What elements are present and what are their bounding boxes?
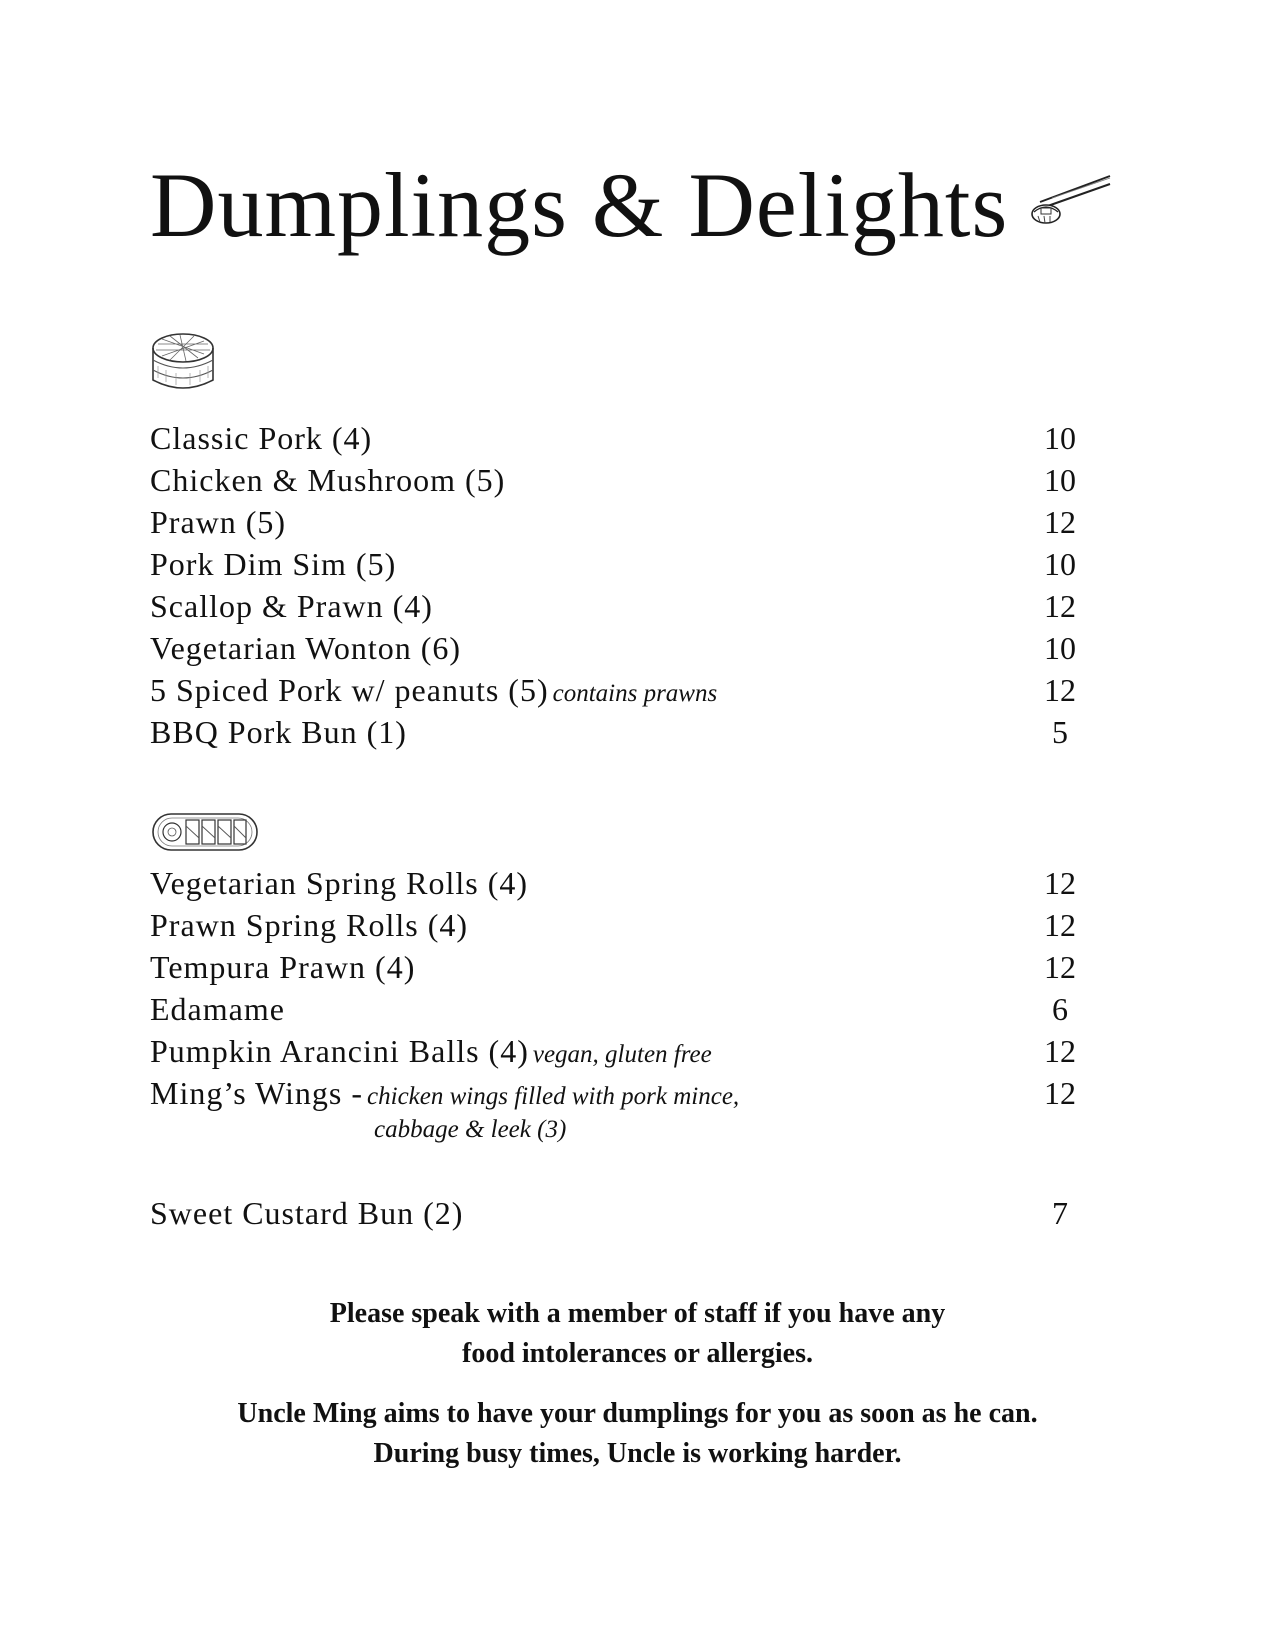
item-name: Pork Dim Sim (5) (150, 546, 397, 582)
bamboo-steamer-icon (150, 330, 216, 396)
menu-item (150, 417, 1090, 459)
dumplings-list (150, 417, 1090, 753)
item-price: 12 (1044, 865, 1076, 901)
item-name: BBQ Pork Bun (1) (150, 714, 407, 750)
spring-rolls-plate-icon (150, 808, 260, 856)
item-name: Chicken & Mushroom (5) (150, 462, 506, 498)
menu-item (150, 501, 1090, 543)
allergy-notice-line2: food intolerances or allergies. (462, 1338, 813, 1369)
item-name: Sweet Custard Bun (2) (150, 1195, 464, 1231)
item-price: 10 (1044, 630, 1076, 666)
menu-item (150, 988, 1090, 1030)
item-name: Edamame (150, 991, 285, 1027)
menu-item (150, 904, 1090, 946)
menu-item (150, 585, 1090, 627)
menu-item (150, 711, 1090, 753)
menu-item (150, 459, 1090, 501)
menu-item (150, 543, 1090, 585)
item-price: 12 (1044, 907, 1076, 943)
delights-list (150, 862, 1090, 1152)
item-note-continued: cabbage & leek (3) (374, 1116, 567, 1143)
item-price: 5 (1052, 714, 1068, 750)
item-price: 7 (1052, 1195, 1068, 1231)
wait-notice-line2: During busy times, Uncle is working harder. (373, 1438, 902, 1469)
item-price: 12 (1044, 504, 1076, 540)
item-note: contains prawns (552, 680, 718, 707)
item-name: Prawn Spring Rolls (4) (150, 907, 468, 943)
menu-item (150, 627, 1090, 669)
wait-notice-line1: Uncle Ming aims to have your dumplings for you as soon as he can. (237, 1398, 1038, 1429)
menu-title: Dumplings & Delights (150, 154, 1009, 256)
item-price: 12 (1044, 949, 1076, 985)
item-price: 10 (1044, 546, 1076, 582)
menu-item (150, 946, 1090, 988)
item-name: 5 Spiced Pork w/ peanuts (5) (150, 672, 549, 708)
item-note: vegan, gluten free (532, 1041, 712, 1068)
item-price: 12 (1044, 1033, 1076, 1069)
menu-item (150, 669, 1090, 711)
menu-item (150, 1192, 1090, 1234)
wait-notice (100, 1394, 1175, 1474)
item-name: Tempura Prawn (4) (150, 949, 416, 985)
dessert-list (150, 1192, 1090, 1234)
allergy-notice (100, 1294, 1175, 1374)
allergy-notice-line1: Please speak with a member of staff if you have any (329, 1298, 946, 1329)
item-name: Vegetarian Spring Rolls (4) (150, 865, 529, 901)
item-name: Classic Pork (4) (150, 420, 373, 456)
menu-item (150, 1072, 1090, 1152)
item-name: Pumpkin Arancini Balls (4) (150, 1033, 529, 1069)
item-name: Scallop & Prawn (4) (150, 588, 433, 624)
item-name: Ming’s Wings - (150, 1075, 364, 1111)
item-price: 12 (1044, 672, 1076, 708)
item-price: 12 (1044, 588, 1076, 624)
item-name: Vegetarian Wonton (6) (150, 630, 462, 666)
item-price: 6 (1052, 991, 1068, 1027)
item-price: 10 (1044, 420, 1076, 456)
chopsticks-icon (1022, 172, 1112, 232)
item-name: Prawn (5) (150, 504, 287, 540)
item-price: 10 (1044, 462, 1076, 498)
menu-item (150, 862, 1090, 904)
item-note: chicken wings filled with pork mince, (367, 1083, 740, 1110)
menu-item (150, 1030, 1090, 1072)
item-price: 12 (1044, 1075, 1076, 1111)
